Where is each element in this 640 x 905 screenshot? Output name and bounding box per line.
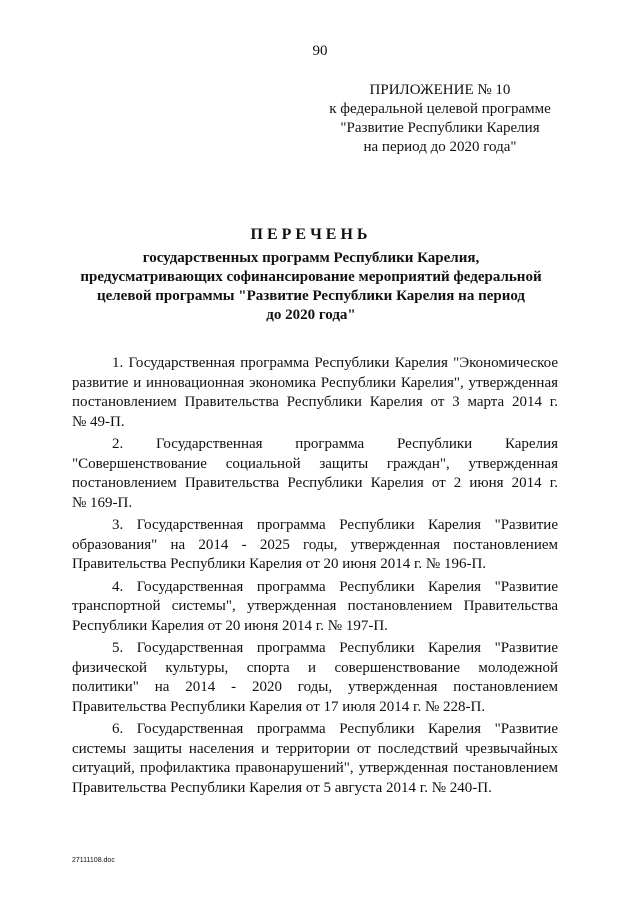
appendix-line: к федеральной целевой программе: [329, 101, 551, 117]
appendix-line: "Развитие Республики Карелия: [340, 120, 540, 136]
item-line: Правительства Республики Карелия от 5 августа 2014 г. № 240-П.: [72, 779, 492, 796]
item-line: транспортной системы", утвержденная постановлением Правительства: [72, 598, 558, 614]
list-item: [72, 639, 558, 717]
item-line: 1. Государственная программа Республики Карелия "Экономическое: [112, 355, 558, 371]
subtitle-line: государственных программ Республики Карелия,: [142, 250, 480, 266]
subtitle-line: целевой программы "Развитие Республики Карелия на период: [96, 288, 526, 304]
item-line: образования" на 2014 - 2025 годы, утвержденная постановлением: [72, 536, 558, 553]
item-line: 6. Государственная программа Республики Карелия "Развитие: [112, 721, 558, 737]
item-line: 2. Государственная программа Республики Карелия: [112, 436, 558, 452]
item-line: 3. Государственная программа Республики Карелия "Развитие: [112, 517, 558, 533]
list-item: [72, 354, 558, 432]
item-line: Правительства Республики Карелия от 20 июня 2014 г. № 196-П.: [72, 556, 487, 572]
subtitle-line: предусматривающих софинансирование мероприятий федеральной: [80, 269, 542, 285]
item-line: физической культуры, спорта и совершенствование молодежной: [72, 659, 558, 676]
item-line: 5. Государственная программа Республики Карелия "Развитие: [112, 640, 558, 656]
subtitle-line: до 2020 года": [266, 307, 356, 323]
document-subtitle: [0, 249, 622, 325]
list-item: [72, 578, 558, 637]
appendix-title: ПРИЛОЖЕНИЕ № 10: [369, 82, 511, 98]
item-line: "Совершенствование социальной защиты граждан", утвержденная: [72, 455, 558, 472]
list-item: [72, 516, 558, 575]
item-line: № 49-П.: [72, 413, 125, 430]
item-line: 4. Государственная программа Республики Карелия "Развитие: [112, 578, 558, 595]
item-line: развитие и инновационная экономика Республики Карелия", утвержденная: [72, 374, 558, 391]
page-number: 90: [312, 43, 328, 59]
item-line: системы защиты населения и территории от последствий чрезвычайных: [72, 740, 558, 757]
appendix-header: [310, 81, 570, 157]
item-line: постановлением Правительства Республики Карелия от 3 марта 2014 г.: [72, 394, 558, 410]
item-line: политики" на 2014 - 2020 годы, утвержденная постановлением: [72, 679, 558, 695]
item-line: ситуаций, профилактика правонарушений", утвержденная постановлением: [72, 760, 558, 776]
item-line: Правительства Республики Карелия от 17 июля 2014 г. № 228-П.: [72, 698, 486, 715]
item-line: постановлением Правительства Республики Карелия от 2 июня 2014 г.: [72, 475, 558, 491]
appendix-line: на период до 2020 года": [363, 139, 517, 155]
item-line: Республики Карелия от 20 июня 2014 г. № 197-П.: [72, 617, 388, 634]
document-title: ПЕРЕЧЕНЬ: [250, 226, 372, 243]
list-item: [72, 720, 558, 798]
list-item: [72, 435, 558, 513]
item-line: № 169-П.: [72, 494, 133, 511]
program-list: [72, 354, 558, 801]
file-name-footer: 27111108.doc: [72, 857, 115, 864]
